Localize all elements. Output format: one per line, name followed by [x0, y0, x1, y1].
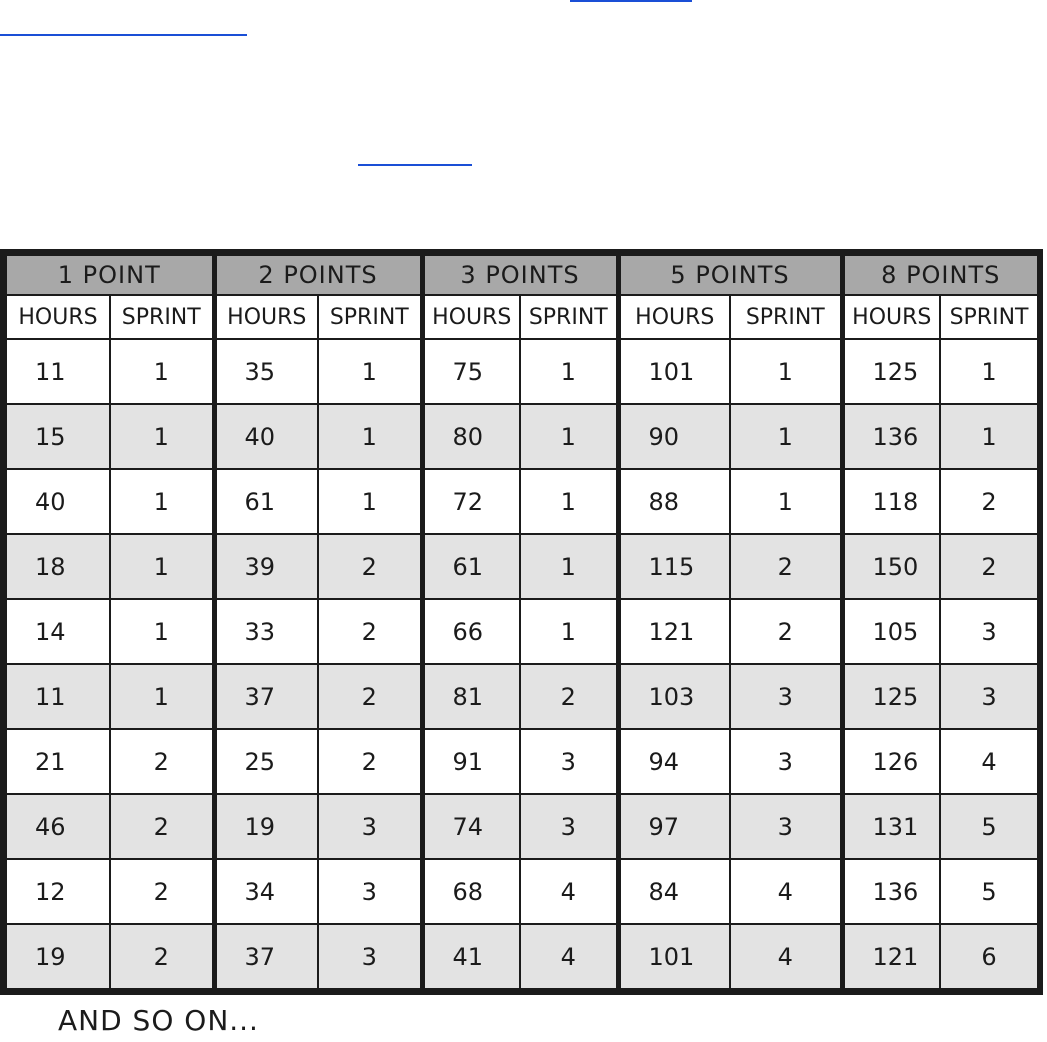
sprint-cell: 2 — [318, 729, 422, 794]
hours-cell: 19 — [214, 794, 318, 859]
table-row — [6, 339, 1038, 404]
hours-column-header: HOURS — [6, 295, 110, 339]
hours-cell: 15 — [6, 404, 110, 469]
hours-cell: 115 — [618, 534, 730, 599]
sprint-cell: 1 — [110, 339, 214, 404]
hours-cell: 21 — [6, 729, 110, 794]
sprint-cell: 4 — [940, 729, 1038, 794]
sprint-cell: 2 — [940, 534, 1038, 599]
sprint-cell: 2 — [110, 859, 214, 924]
hours-cell: 12 — [6, 859, 110, 924]
group-header: 3 POINTS — [422, 255, 618, 295]
sprint-cell: 6 — [940, 924, 1038, 989]
sprint-cell: 2 — [318, 534, 422, 599]
hours-cell: 136 — [842, 859, 940, 924]
hours-cell: 72 — [422, 469, 520, 534]
sprint-cell: 1 — [730, 404, 842, 469]
table-row — [6, 664, 1038, 729]
table-row — [6, 599, 1038, 664]
hours-cell: 88 — [618, 469, 730, 534]
sprint-cell: 2 — [318, 664, 422, 729]
table-row — [6, 794, 1038, 859]
table-row — [6, 404, 1038, 469]
hours-column-header: HOURS — [214, 295, 318, 339]
sprint-cell: 1 — [940, 404, 1038, 469]
hours-cell: 81 — [422, 664, 520, 729]
hours-cell: 11 — [6, 664, 110, 729]
sprint-cell: 2 — [730, 534, 842, 599]
sprint-cell: 1 — [520, 339, 618, 404]
sprint-cell: 2 — [318, 599, 422, 664]
sprint-cell: 1 — [520, 404, 618, 469]
sprint-cell: 4 — [520, 924, 618, 989]
hours-cell: 91 — [422, 729, 520, 794]
hyperlink-underline[interactable] — [570, 0, 692, 2]
sprint-cell: 1 — [110, 469, 214, 534]
sprint-cell: 1 — [520, 469, 618, 534]
sprint-cell: 1 — [520, 534, 618, 599]
sprint-cell: 3 — [730, 664, 842, 729]
hours-cell: 25 — [214, 729, 318, 794]
table-row — [6, 859, 1038, 924]
sprint-column-header: SPRINT — [318, 295, 422, 339]
sprint-cell: 1 — [730, 339, 842, 404]
hours-cell: 90 — [618, 404, 730, 469]
table-row — [6, 924, 1038, 989]
hours-cell: 103 — [618, 664, 730, 729]
sprint-cell: 3 — [318, 794, 422, 859]
sprint-cell: 1 — [318, 469, 422, 534]
hours-cell: 35 — [214, 339, 318, 404]
sprint-cell: 1 — [730, 469, 842, 534]
sprint-cell: 4 — [520, 859, 618, 924]
group-header: 8 POINTS — [842, 255, 1038, 295]
estimate-table-illustration — [0, 249, 1043, 995]
sprint-cell: 1 — [110, 404, 214, 469]
group-header-row — [6, 255, 1038, 295]
sprint-cell: 3 — [940, 599, 1038, 664]
hours-cell: 75 — [422, 339, 520, 404]
hours-cell: 61 — [422, 534, 520, 599]
hours-cell: 66 — [422, 599, 520, 664]
sprint-column-header: SPRINT — [940, 295, 1038, 339]
sprint-cell: 1 — [520, 599, 618, 664]
group-header: 2 POINTS — [214, 255, 422, 295]
sprint-cell: 1 — [110, 664, 214, 729]
hours-cell: 101 — [618, 339, 730, 404]
hours-cell: 34 — [214, 859, 318, 924]
hours-cell: 94 — [618, 729, 730, 794]
hours-cell: 101 — [618, 924, 730, 989]
hyperlink-underline[interactable] — [358, 164, 472, 166]
group-header: 1 POINT — [6, 255, 214, 295]
hours-cell: 37 — [214, 664, 318, 729]
hours-cell: 97 — [618, 794, 730, 859]
hours-cell: 80 — [422, 404, 520, 469]
hours-cell: 136 — [842, 404, 940, 469]
hours-cell: 41 — [422, 924, 520, 989]
hours-cell: 121 — [618, 599, 730, 664]
hours-cell: 18 — [6, 534, 110, 599]
sprint-cell: 3 — [318, 924, 422, 989]
sprint-cell: 1 — [110, 534, 214, 599]
sprint-cell: 5 — [940, 859, 1038, 924]
hours-cell: 105 — [842, 599, 940, 664]
hours-cell: 40 — [214, 404, 318, 469]
hours-column-header: HOURS — [422, 295, 520, 339]
hours-cell: 131 — [842, 794, 940, 859]
group-header: 5 POINTS — [618, 255, 842, 295]
sprint-column-header: SPRINT — [110, 295, 214, 339]
sprint-cell: 1 — [318, 404, 422, 469]
hours-cell: 61 — [214, 469, 318, 534]
hours-cell: 14 — [6, 599, 110, 664]
hours-cell: 118 — [842, 469, 940, 534]
sprint-cell: 2 — [520, 664, 618, 729]
hours-cell: 33 — [214, 599, 318, 664]
sprint-cell: 2 — [110, 924, 214, 989]
hours-column-header: HOURS — [618, 295, 730, 339]
sprint-cell: 3 — [940, 664, 1038, 729]
hours-cell: 68 — [422, 859, 520, 924]
sprint-cell: 2 — [730, 599, 842, 664]
hours-cell: 126 — [842, 729, 940, 794]
column-header-row — [6, 295, 1038, 339]
sprint-cell: 4 — [730, 924, 842, 989]
hyperlink-underline[interactable] — [0, 34, 247, 36]
hours-cell: 37 — [214, 924, 318, 989]
sprint-cell: 3 — [520, 729, 618, 794]
sprint-cell: 3 — [730, 794, 842, 859]
hours-cell: 125 — [842, 339, 940, 404]
sprint-cell: 3 — [520, 794, 618, 859]
table-row — [6, 729, 1038, 794]
hours-cell: 125 — [842, 664, 940, 729]
hours-cell: 121 — [842, 924, 940, 989]
hours-column-header: HOURS — [842, 295, 940, 339]
hours-cell: 46 — [6, 794, 110, 859]
sprint-cell: 4 — [730, 859, 842, 924]
footer-note: AND SO ON... — [58, 1004, 259, 1037]
sprint-column-header: SPRINT — [520, 295, 618, 339]
sprint-cell: 2 — [940, 469, 1038, 534]
hours-cell: 40 — [6, 469, 110, 534]
hours-cell: 11 — [6, 339, 110, 404]
sprint-cell: 1 — [940, 339, 1038, 404]
sprint-cell: 3 — [730, 729, 842, 794]
sprint-cell: 1 — [318, 339, 422, 404]
sprint-cell: 2 — [110, 794, 214, 859]
sprint-cell: 3 — [318, 859, 422, 924]
story-points-hours-table — [5, 254, 1039, 990]
sprint-cell: 2 — [110, 729, 214, 794]
table-row — [6, 534, 1038, 599]
hours-cell: 39 — [214, 534, 318, 599]
hours-cell: 84 — [618, 859, 730, 924]
sprint-column-header: SPRINT — [730, 295, 842, 339]
table-body — [6, 339, 1038, 989]
table-row — [6, 469, 1038, 534]
hours-cell: 19 — [6, 924, 110, 989]
hours-cell: 150 — [842, 534, 940, 599]
sprint-cell: 5 — [940, 794, 1038, 859]
hours-cell: 74 — [422, 794, 520, 859]
sprint-cell: 1 — [110, 599, 214, 664]
